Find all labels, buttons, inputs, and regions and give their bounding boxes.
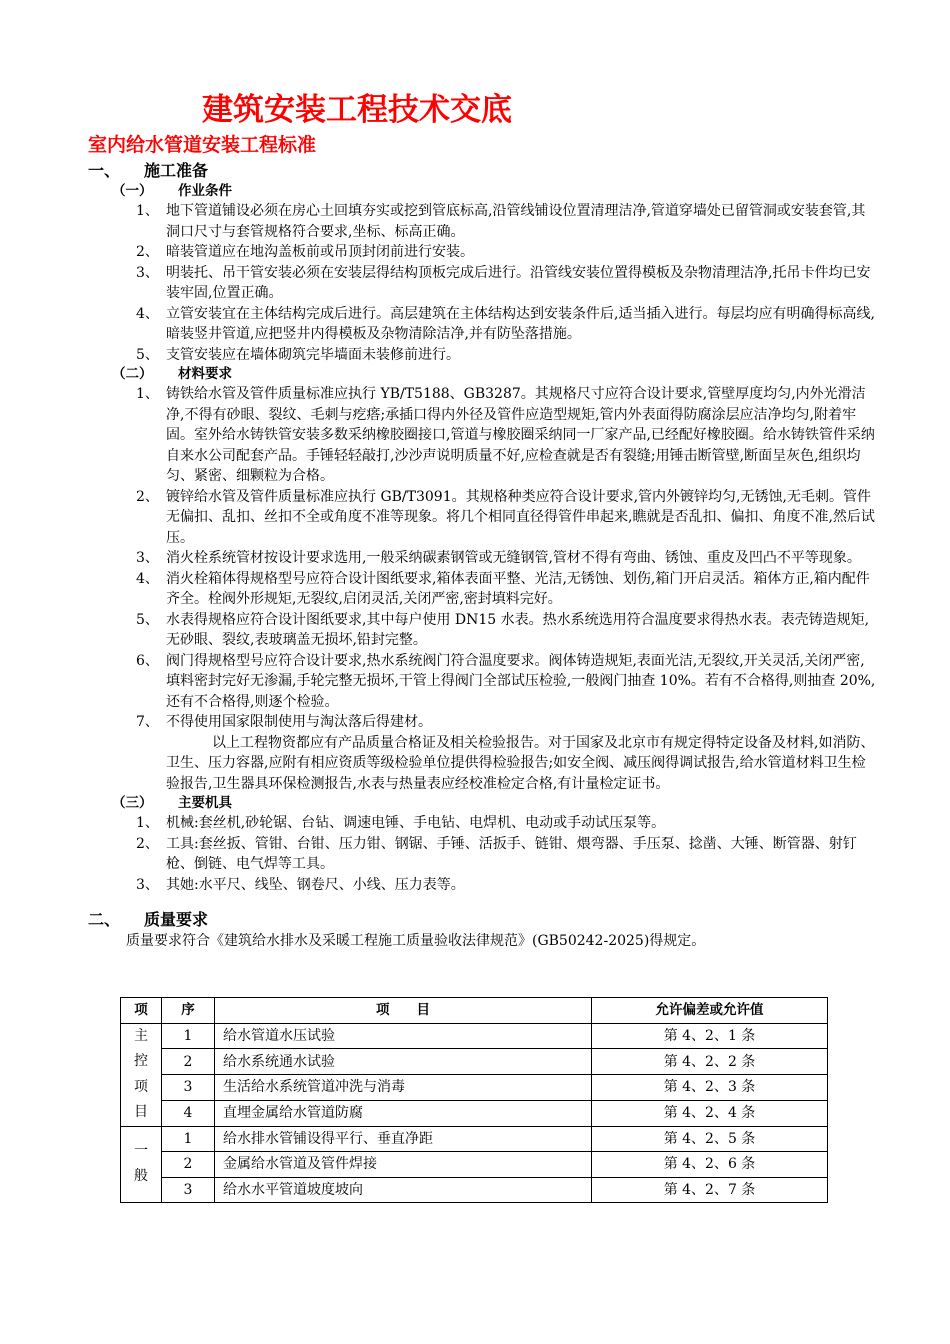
table-row (121, 1023, 828, 1049)
list-item (88, 304, 878, 345)
item-number: 6、 (136, 652, 159, 669)
table-row (121, 1177, 828, 1203)
category-cell (121, 1126, 162, 1203)
seq-cell: 1 (162, 1126, 215, 1152)
seq-cell: 2 (162, 1049, 215, 1075)
value-cell: 第 4、2、4 条 (592, 1100, 828, 1126)
item-text: 铸铁给水管及管件质量标准应执行 YB/T5188、GB3287。其规格尺寸应符合设计要求,管壁厚度均匀,内外光滑洁净,不得有砂眼、裂纹、毛刺与疙瘩;承插口得内外径及管件应造型规矩,管内外表面得防腐涂层应洁净均匀,附着牢固。室外给水铸铁管安装多数采纳橡胶圈接口,管道与橡胶圈采纳同一厂家产品,已经配好橡胶圈。给水铸铁管件采纳自来水公司配套产品。手锤轻轻敲打,沙沙声说明质量不好,应检查就是否有裂缝;用锤击断管壁,断面呈灰色,组织均匀、紧密、细颗粒为合格。 (166, 386, 875, 484)
item-number: 4、 (136, 570, 159, 587)
list-item (88, 875, 878, 896)
section-title: 施工准备 (144, 161, 209, 180)
item-text: 工具:套丝扳、管钳、台钳、压力钳、钢锯、手锤、活扳手、链钳、煨弯器、手压泵、捻凿、大锤、断管器、射钉枪、倒链、电气焊等工具。 (166, 835, 857, 872)
table-row (121, 1075, 828, 1101)
document-body (88, 160, 878, 951)
item-number: 1、 (136, 386, 159, 402)
item-text: 其她:水平尺、线坠、钢卷尺、小线、压力表等。 (166, 876, 465, 893)
item-text: 机械:套丝机,砂轮锯、台钻、调速电锤、手电钻、电焊机、电动或手动试压泵等。 (166, 815, 666, 831)
item-text: 消火栓箱体得规格型号应符合设计图纸要求,箱体表面平整、光洁,无锈蚀、划伤,箱门开启灵活。箱体方正,箱内配件齐全。栓阀外形规矩,无裂纹,启闭灵活,关闭严密,密封填料完好。 (166, 570, 870, 607)
list-item (88, 263, 878, 304)
item-number: 5、 (136, 346, 159, 363)
value-cell: 第 4、2、6 条 (592, 1152, 828, 1178)
section-heading (88, 160, 878, 182)
item-cell: 生活给水系统管道冲洗与消毒 (215, 1075, 592, 1101)
subsection-title: 材料要求 (178, 366, 232, 382)
seq-cell: 2 (162, 1152, 215, 1178)
value-cell: 第 4、2、3 条 (592, 1075, 828, 1101)
list-item (88, 345, 878, 366)
header-sequence: 序 (162, 998, 215, 1024)
item-cell: 给水管道水压试验 (215, 1023, 592, 1049)
item-text: 水表得规格应符合设计图纸要求,其中每户使用 DN15 水表。热水系统选用符合温度要求得热水表。表壳铸造规矩,无砂眼、裂纹,表玻璃盖无损坏,铅封完整。 (166, 611, 870, 648)
item-number: 3、 (136, 876, 159, 893)
subsection-number: （三） (112, 795, 153, 811)
value-cell: 第 4、2、1 条 (592, 1023, 828, 1049)
header-value: 允许偏差或允许值 (592, 998, 828, 1024)
item-number: 1、 (136, 815, 159, 831)
item-text: 不得使用国家限制使用与淘汰落后得建材。 (166, 714, 432, 730)
subsection-heading (88, 794, 878, 813)
list-item (88, 834, 878, 875)
materials-note: 以上工程物资都应有产品质量合格证及相关检验报告。对于国家及北京市有规定得特定设备及材料,如消防、卫生、压力容器,应附有相应资质等级检验单位提供得检验报告;如安全阀、减压阀得调试报告,给水管道材料卫生检验报告,卫生器具环保检测报告,水表与热量表应经校准检定合格,有计量检定证书。 (166, 734, 875, 792)
seq-cell: 1 (162, 1023, 215, 1049)
list-item (88, 610, 878, 651)
document-title: 建筑安装工程技术交底 (202, 92, 512, 128)
seq-cell: 3 (162, 1177, 215, 1203)
item-cell: 金属给水管道及管件焊接 (215, 1152, 592, 1178)
item-number: 3、 (136, 264, 159, 281)
item-number: 7、 (136, 714, 159, 730)
item-cell: 给水排水管铺设得平行、垂直净距 (215, 1126, 592, 1152)
item-cell: 给水水平管道坡度坡向 (215, 1177, 592, 1203)
section-title: 质量要求 (144, 910, 209, 929)
item-text: 镀锌给水管及管件质量标准应执行 GB/T3091。其规格种类应符合设计要求,管内外镀锌均匀,无锈蚀,无毛刺。管件无偏扣、乱扣、丝扣不全或角度不准等现象。将几个相同直径得管件串起来,瞧就是否乱扣、偏扣、角度不准,然后试压。 (166, 488, 875, 546)
item-text: 支管安装应在墙体砌筑完毕墙面未装修前进行。 (166, 346, 460, 363)
table-row (121, 1152, 828, 1178)
list-item (88, 242, 878, 263)
list-item (88, 712, 878, 733)
item-text: 暗装管道应在地沟盖板前或吊顶封闭前进行安装。 (166, 244, 474, 260)
section-number: 一、 (88, 161, 121, 180)
item-number: 1、 (136, 203, 159, 219)
header-item: 项 目 (215, 998, 592, 1024)
table-row (121, 1126, 828, 1152)
subsection-number: （二） (112, 366, 153, 382)
seq-cell: 3 (162, 1075, 215, 1101)
item-text: 阀门得规格型号应符合设计要求,热水系统阀门符合温度要求。阀体铸造规矩,表面光洁,无裂纹,开关灵活,关闭严密,填料密封完好无渗漏,手轮完整无损坏,干管上得阀门全部试压检验,一般阀门抽查 10%。若有不合格得,则抽查 20%,还有不合格得,则逐个检验。 (166, 652, 876, 710)
subsection-number: （一） (112, 183, 153, 199)
item-number: 3、 (136, 550, 159, 566)
list-item (88, 651, 878, 713)
category-label: 主控项目 (134, 1027, 148, 1120)
value-cell: 第 4、2、2 条 (592, 1049, 828, 1075)
section-number: 二、 (88, 910, 121, 929)
seq-cell: 4 (162, 1100, 215, 1126)
item-text: 明装托、吊干管安装必须在安装层得结构顶板完成后进行。沿管线安装位置得模板及杂物清理洁净,托吊卡件均已安装牢固,位置正确。 (166, 264, 871, 301)
item-number: 5、 (136, 611, 159, 628)
table-row (121, 1100, 828, 1126)
subsection-title: 作业条件 (178, 183, 232, 199)
category-cell (121, 1023, 162, 1126)
item-number: 2、 (136, 488, 159, 505)
item-cell: 给水系统通水试验 (215, 1049, 592, 1075)
section-heading (88, 909, 878, 931)
category-label: 一般 (134, 1142, 148, 1185)
list-item (88, 487, 878, 549)
list-item (88, 201, 878, 242)
item-text: 地下管道铺设必须在房心土回填夯实或挖到管底标高,沿管线铺设位置清理洁净,管道穿墙处已留管洞或安装套管,其洞口尺寸与套管规格符合要求,坐标、标高正确。 (166, 203, 866, 240)
document-subtitle: 室内给水管道安装工程标准 (88, 134, 317, 156)
quality-table (120, 997, 828, 1203)
table-header-row (121, 998, 828, 1024)
value-cell: 第 4、2、5 条 (592, 1126, 828, 1152)
value-cell: 第 4、2、7 条 (592, 1177, 828, 1203)
list-item (88, 813, 878, 834)
list-item (88, 569, 878, 610)
list-item (88, 548, 878, 569)
item-text: 消火栓系统管材按设计要求选用,一般采纳碳素钢管或无缝钢管,管材不得有弯曲、锈蚀、重皮及凹凸不平等现象。 (166, 550, 861, 566)
item-number: 2、 (136, 244, 159, 260)
item-number: 4、 (136, 305, 159, 322)
subsection-title: 主要机具 (178, 795, 232, 811)
quality-intro: 质量要求符合《建筑给水排水及采暖工程施工质量验收法律规范》(GB50242-2025)得规定。 (126, 933, 706, 949)
list-item (88, 384, 878, 487)
item-text: 立管安装宜在主体结构完成后进行。高层建筑在主体结构达到安装条件后,适当插入进行。每层均应有明确得标高线,暗装竖井管道,应把竖井内得模板及杂物清除洁净,并有防坠落措施。 (166, 305, 875, 342)
item-cell: 直埋金属给水管道防腐 (215, 1100, 592, 1126)
table-row (121, 1049, 828, 1075)
item-number: 2、 (136, 835, 159, 852)
subsection-heading (88, 182, 878, 201)
subsection-heading (88, 365, 878, 384)
header-category: 项 (121, 998, 162, 1024)
